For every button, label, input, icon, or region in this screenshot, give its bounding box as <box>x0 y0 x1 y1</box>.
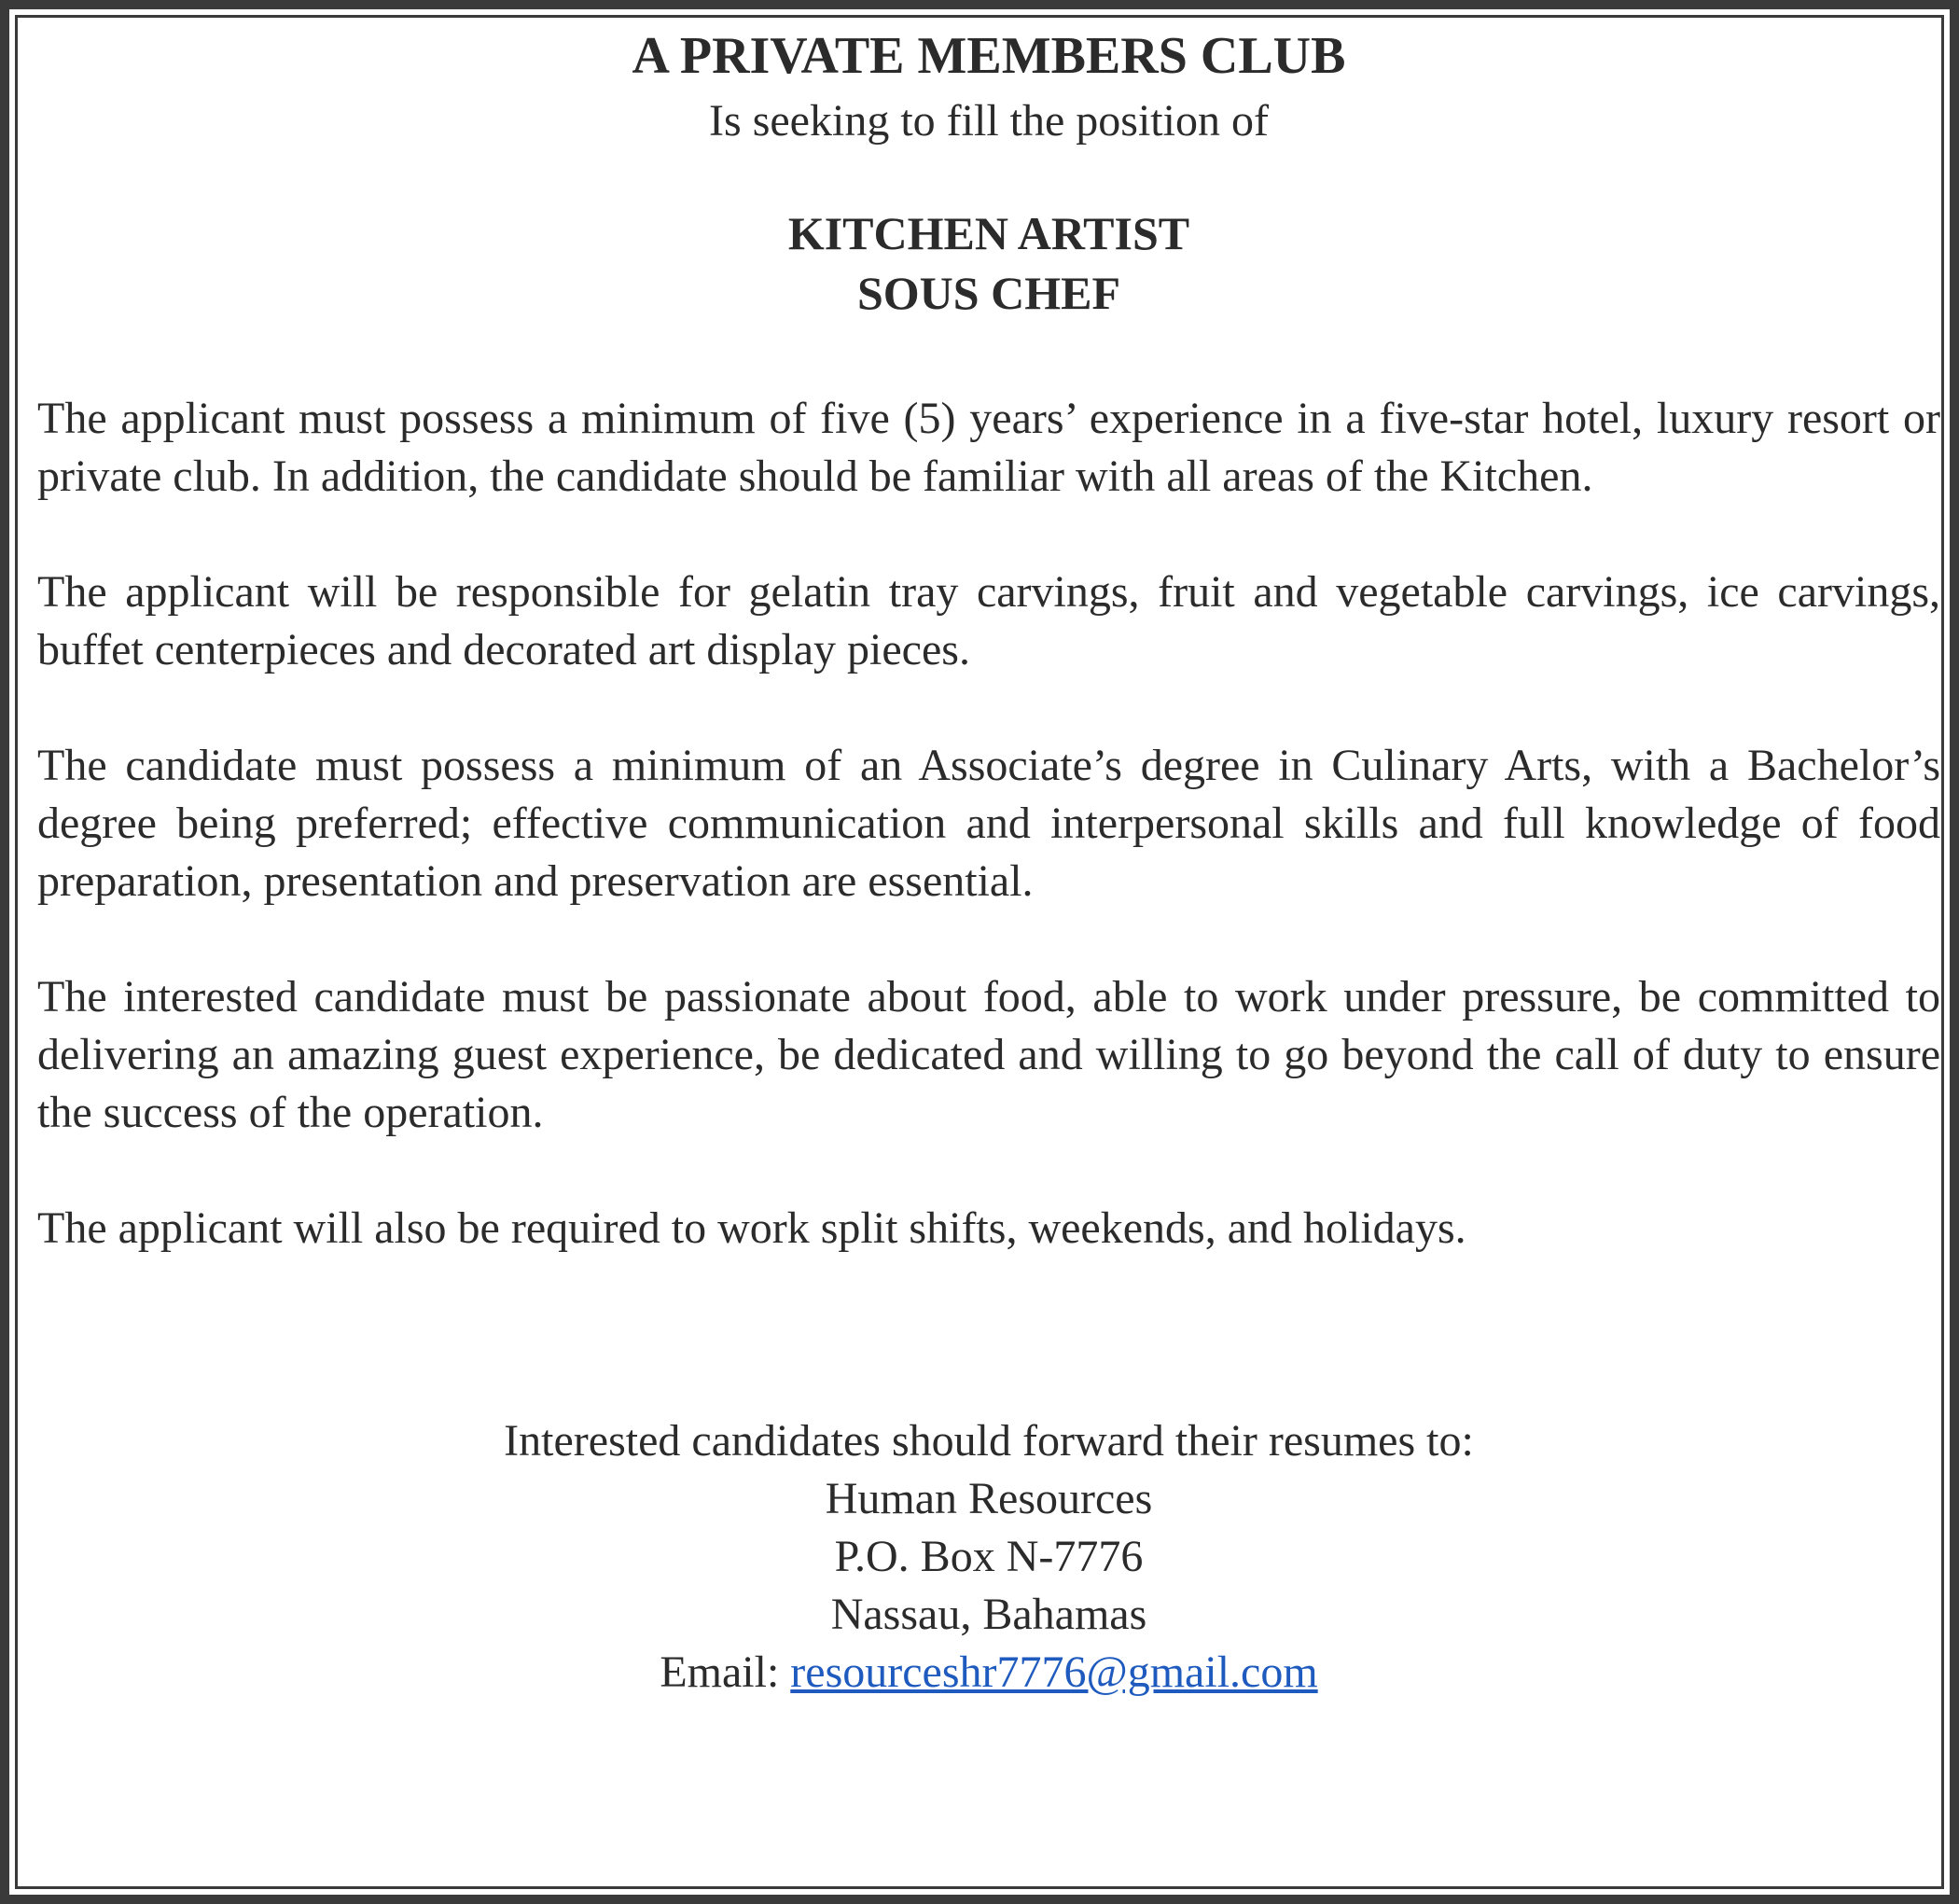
paragraph-attributes: The interested candidate must be passionate about food, able to work under pressure, be committed to delivering an amazing guest experience, be dedicated and willing to go beyond the call of duty to ensure the success of the operation. <box>37 972 1940 1137</box>
email-label: Email: <box>660 1647 791 1697</box>
position-title-line1: KITCHEN ARTIST <box>787 207 1190 259</box>
intro-line: Is seeking to fill the position of <box>709 96 1269 146</box>
contact-department: Human Resources <box>825 1474 1153 1523</box>
header-block <box>37 21 1940 151</box>
requirements-section <box>37 390 1940 1258</box>
position-title-line2: SOUS CHEF <box>856 267 1120 319</box>
organization-title: A PRIVATE MEMBERS CLUB <box>632 27 1346 85</box>
paragraph-experience: The applicant must possess a minimum of five (5) years’ experience in a five-star hotel, luxury resort or private club. In addition, the candidate should be familiar with all areas of the Kitchen. <box>37 394 1940 501</box>
position-block <box>37 203 1940 323</box>
contact-block <box>37 1412 1940 1702</box>
paragraph-schedule: The applicant will also be required to work split shifts, weekends, and holidays. <box>37 1203 1466 1253</box>
contact-email-line <box>37 1644 1940 1702</box>
paragraph-responsibilities: The applicant will be responsible for gelatin tray carvings, fruit and vegetable carvings, ice carvings, buffet centerpieces and decorated art display pieces. <box>37 567 1940 674</box>
paragraph-education: The candidate must possess a minimum of an Associate’s degree in Culinary Arts, with a Bachelor’s degree being preferred; effective communication and interpersonal skills and full knowledge of food preparation, presentation and preservation are essential. <box>37 741 1940 906</box>
contact-intro: Interested candidates should forward their resumes to: <box>504 1416 1474 1466</box>
contact-po-box: P.O. Box N-7776 <box>834 1532 1144 1581</box>
contact-location: Nassau, Bahamas <box>830 1590 1147 1639</box>
email-link[interactable]: resourceshr7776@gmail.com <box>790 1647 1318 1697</box>
job-posting <box>37 21 1940 1702</box>
